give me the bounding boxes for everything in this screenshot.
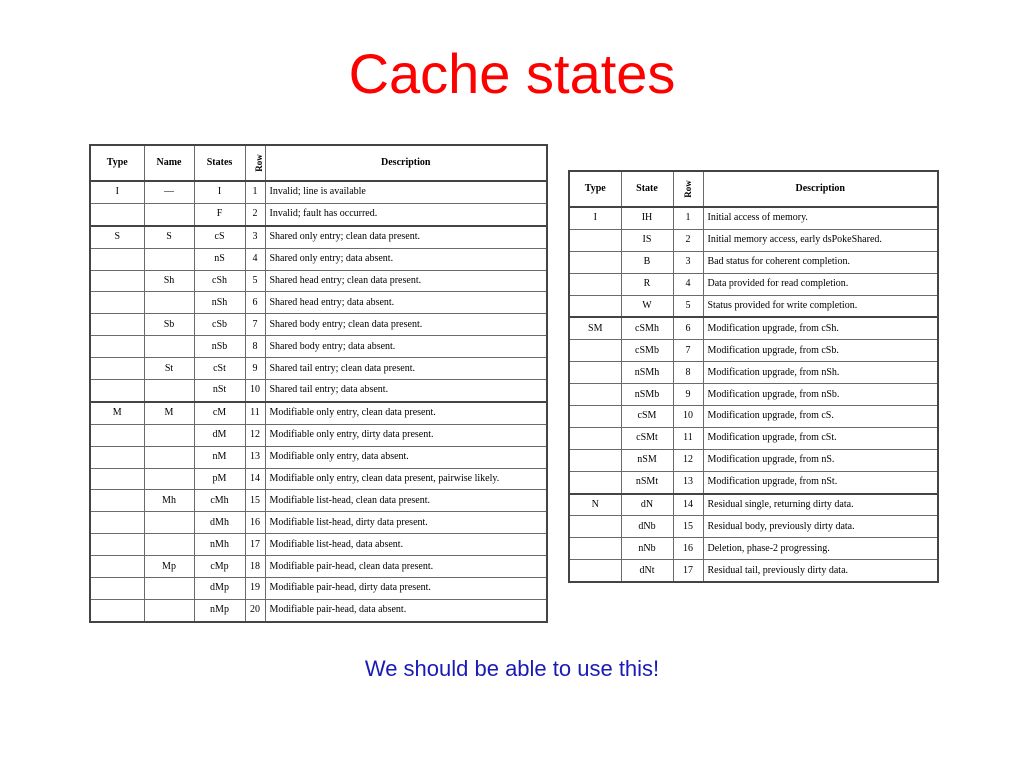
table-cell: Modifiable only entry, dirty data present.: [265, 424, 547, 446]
table-cell: cSMt: [621, 427, 673, 449]
table-cell: 4: [673, 273, 703, 295]
table-cell: Status provided for write completion.: [703, 295, 938, 317]
slide-title: Cache states: [348, 42, 676, 105]
table-cell: dMp: [194, 578, 245, 600]
table-cell: 17: [245, 534, 265, 556]
header-row-label: Row: [683, 179, 693, 198]
table-cell: 6: [245, 292, 265, 314]
table-row: [569, 560, 938, 582]
table-cell: 2: [245, 203, 265, 225]
table-cell: 7: [245, 314, 265, 336]
header-description: Description: [265, 145, 547, 181]
table-cell: Residual body, previously dirty data.: [703, 516, 938, 538]
table-cell: 10: [673, 406, 703, 428]
table-cell: IH: [621, 207, 673, 229]
header-type: Type: [569, 171, 621, 207]
table-cell: SM: [569, 317, 621, 339]
table-cell: [144, 292, 194, 314]
table-cell: pM: [194, 468, 245, 490]
table-row: [90, 314, 547, 336]
table-cell: Deletion, phase-2 progressing.: [703, 538, 938, 560]
table-cell: St: [144, 358, 194, 380]
table-row: [90, 512, 547, 534]
table-row: [90, 599, 547, 621]
table-cell: [569, 273, 621, 295]
table-cell: I: [569, 207, 621, 229]
table-cell: Shared only entry; data absent.: [265, 248, 547, 270]
table-cell: 14: [673, 494, 703, 516]
table-row: [569, 471, 938, 493]
table-row: [569, 251, 938, 273]
table-row: [90, 336, 547, 358]
table-cell: Initial access of memory.: [703, 207, 938, 229]
table-cell: 8: [673, 362, 703, 384]
header-state: State: [621, 171, 673, 207]
table-cell: Mh: [144, 490, 194, 512]
table-cell: dMh: [194, 512, 245, 534]
table-cell: cMh: [194, 490, 245, 512]
table-cell: Modification upgrade, from nSb.: [703, 384, 938, 406]
table-cell: Bad status for coherent completion.: [703, 251, 938, 273]
table-cell: 15: [673, 516, 703, 538]
table-cell: I: [90, 181, 144, 203]
table-cell: [144, 578, 194, 600]
table-cell: [569, 362, 621, 384]
table-cell: F: [194, 203, 245, 225]
table-cell: 19: [245, 578, 265, 600]
table-row: [569, 207, 938, 229]
table-header-row: [90, 145, 547, 181]
table-cell: Modification upgrade, from nS.: [703, 449, 938, 471]
table-cell: [144, 446, 194, 468]
table-cell: Modification upgrade, from cSt.: [703, 427, 938, 449]
header-row: [673, 171, 703, 207]
table-cell: [144, 468, 194, 490]
table-cell: M: [144, 402, 194, 424]
table-cell: Modification upgrade, from cSh.: [703, 317, 938, 339]
table-cell: cSb: [194, 314, 245, 336]
table-row: [569, 384, 938, 406]
table-cell: [90, 248, 144, 270]
table-cell: [90, 446, 144, 468]
table-cell: Modification upgrade, from nSt.: [703, 471, 938, 493]
table-cell: 20: [245, 599, 265, 621]
table-cell: [569, 449, 621, 471]
table-cell: —: [144, 181, 194, 203]
table-cell: [569, 406, 621, 428]
table-cell: 3: [673, 251, 703, 273]
table-cell: [569, 295, 621, 317]
table-cell: Modifiable list-head, dirty data present.: [265, 512, 547, 534]
table-cell: Shared tail entry; clean data present.: [265, 358, 547, 380]
table-cell: [90, 578, 144, 600]
header-description: Description: [703, 171, 938, 207]
table-row: [569, 340, 938, 362]
table-row: [90, 468, 547, 490]
table-cell: 16: [673, 538, 703, 560]
table-row: [569, 229, 938, 251]
table-cell: cMp: [194, 556, 245, 578]
header-name: Name: [144, 145, 194, 181]
table-cell: [569, 538, 621, 560]
table-cell: I: [194, 181, 245, 203]
table-cell: [144, 336, 194, 358]
table-cell: Shared only entry; clean data present.: [265, 226, 547, 248]
table-cell: 1: [245, 181, 265, 203]
table-cell: nSt: [194, 380, 245, 402]
table-cell: W: [621, 295, 673, 317]
table-cell: nSM: [621, 449, 673, 471]
table-row: [90, 556, 547, 578]
table-cell: IS: [621, 229, 673, 251]
table-cell: [569, 471, 621, 493]
table-cell: nSb: [194, 336, 245, 358]
table-row: [569, 273, 938, 295]
table-row: [90, 424, 547, 446]
table-cell: nS: [194, 248, 245, 270]
table-row: [569, 427, 938, 449]
table-cell: 12: [673, 449, 703, 471]
table-cell: 3: [245, 226, 265, 248]
table-cell: [144, 203, 194, 225]
table-cell: 1: [673, 207, 703, 229]
table-cell: S: [90, 226, 144, 248]
table-row: [90, 380, 547, 402]
table-cell: R: [621, 273, 673, 295]
table-row: [90, 446, 547, 468]
table-row: [90, 490, 547, 512]
table-cell: [90, 380, 144, 402]
table-cell: 18: [245, 556, 265, 578]
table-cell: [90, 512, 144, 534]
table-cell: [90, 490, 144, 512]
table-cell: Shared head entry; clean data present.: [265, 270, 547, 292]
table-row: [90, 534, 547, 556]
table-cell: [144, 599, 194, 621]
table-row: [90, 578, 547, 600]
table-cell: [90, 468, 144, 490]
table-cell: 9: [673, 384, 703, 406]
table-cell: 15: [245, 490, 265, 512]
table-cell: [144, 380, 194, 402]
table-cell: cS: [194, 226, 245, 248]
table-cell: Modification upgrade, from cS.: [703, 406, 938, 428]
table-cell: Modifiable only entry, data absent.: [265, 446, 547, 468]
table-cell: 17: [673, 560, 703, 582]
table-row: [90, 181, 547, 203]
table-header-row: [569, 171, 938, 207]
table-cell: 11: [673, 427, 703, 449]
table-cell: [144, 424, 194, 446]
table-cell: [569, 516, 621, 538]
table-cell: [90, 358, 144, 380]
table-cell: 8: [245, 336, 265, 358]
table-cell: 16: [245, 512, 265, 534]
table-cell: Residual single, returning dirty data.: [703, 494, 938, 516]
table-row: [569, 406, 938, 428]
table-cell: Modifiable list-head, clean data present.: [265, 490, 547, 512]
table-cell: Modifiable pair-head, clean data present.: [265, 556, 547, 578]
table-cell: Shared head entry; data absent.: [265, 292, 547, 314]
table-row: [90, 248, 547, 270]
table-cell: Invalid; fault has occurred.: [265, 203, 547, 225]
table-cell: 5: [245, 270, 265, 292]
table-row: [569, 295, 938, 317]
table-cell: dN: [621, 494, 673, 516]
table-row: [90, 292, 547, 314]
table-row: [90, 203, 547, 225]
table-cell: [90, 314, 144, 336]
table-cell: [90, 424, 144, 446]
table-cell: 13: [673, 471, 703, 493]
table-row: [569, 538, 938, 560]
table-cell: 10: [245, 380, 265, 402]
table-row: [569, 449, 938, 471]
table-cell: 13: [245, 446, 265, 468]
table-row: [569, 516, 938, 538]
table-cell: nSh: [194, 292, 245, 314]
table-cell: 14: [245, 468, 265, 490]
table-cell: B: [621, 251, 673, 273]
cache-states-table: [89, 144, 548, 623]
table-cell: [569, 251, 621, 273]
table-cell: nNb: [621, 538, 673, 560]
table-row: [90, 402, 547, 424]
table-cell: Data provided for read completion.: [703, 273, 938, 295]
table-cell: S: [144, 226, 194, 248]
table-cell: Modifiable list-head, data absent.: [265, 534, 547, 556]
table-cell: Sb: [144, 314, 194, 336]
table-cell: [569, 384, 621, 406]
table-cell: [569, 560, 621, 582]
table-cell: Residual tail, previously dirty data.: [703, 560, 938, 582]
table-cell: [90, 203, 144, 225]
table-cell: [90, 556, 144, 578]
table-cell: Invalid; line is available: [265, 181, 547, 203]
table-cell: [144, 512, 194, 534]
table-cell: Mp: [144, 556, 194, 578]
transient-states-table: [568, 170, 939, 583]
table-cell: cSh: [194, 270, 245, 292]
table-cell: [569, 340, 621, 362]
table-cell: [90, 270, 144, 292]
table-cell: 6: [673, 317, 703, 339]
table-cell: nSMt: [621, 471, 673, 493]
table-cell: Modifiable only entry, clean data present, pairwise likely.: [265, 468, 547, 490]
table-cell: Sh: [144, 270, 194, 292]
table-cell: cM: [194, 402, 245, 424]
header-row-label: Row: [253, 153, 264, 172]
table-row: [569, 317, 938, 339]
table-cell: Modifiable pair-head, data absent.: [265, 599, 547, 621]
table-cell: 11: [245, 402, 265, 424]
table-cell: [144, 534, 194, 556]
header-row: [245, 145, 265, 181]
table-cell: cSM: [621, 406, 673, 428]
table-row: [569, 494, 938, 516]
slide-caption: We should be able to use this!: [364, 656, 660, 681]
table-cell: dNt: [621, 560, 673, 582]
table-cell: 9: [245, 358, 265, 380]
table-cell: Modifiable pair-head, dirty data present.: [265, 578, 547, 600]
table-cell: nM: [194, 446, 245, 468]
table-cell: 7: [673, 340, 703, 362]
table-cell: Modification upgrade, from nSh.: [703, 362, 938, 384]
table-cell: dM: [194, 424, 245, 446]
table-row: [90, 226, 547, 248]
table-cell: cSMb: [621, 340, 673, 362]
table-cell: Shared tail entry; data absent.: [265, 380, 547, 402]
table-cell: cSt: [194, 358, 245, 380]
table-cell: [90, 292, 144, 314]
table-row: [90, 358, 547, 380]
header-states: States: [194, 145, 245, 181]
table-cell: Modifiable only entry, clean data present.: [265, 402, 547, 424]
table-cell: Shared body entry; clean data present.: [265, 314, 547, 336]
table-cell: 12: [245, 424, 265, 446]
table-cell: Initial memory access, early dsPokeShared.: [703, 229, 938, 251]
table-cell: [144, 248, 194, 270]
table-cell: nSMb: [621, 384, 673, 406]
table-cell: [90, 336, 144, 358]
header-type: Type: [90, 145, 144, 181]
table-cell: nSMh: [621, 362, 673, 384]
table-cell: nMh: [194, 534, 245, 556]
table-cell: [569, 229, 621, 251]
table-cell: 2: [673, 229, 703, 251]
table-row: [90, 270, 547, 292]
table-cell: dNb: [621, 516, 673, 538]
table-cell: [90, 534, 144, 556]
table-cell: nMp: [194, 599, 245, 621]
table-cell: Modification upgrade, from cSb.: [703, 340, 938, 362]
table-cell: [90, 599, 144, 621]
table-cell: 5: [673, 295, 703, 317]
table-cell: [569, 427, 621, 449]
table-cell: M: [90, 402, 144, 424]
table-cell: cSMh: [621, 317, 673, 339]
table-cell: 4: [245, 248, 265, 270]
table-cell: Shared body entry; data absent.: [265, 336, 547, 358]
table-cell: N: [569, 494, 621, 516]
table-row: [569, 362, 938, 384]
